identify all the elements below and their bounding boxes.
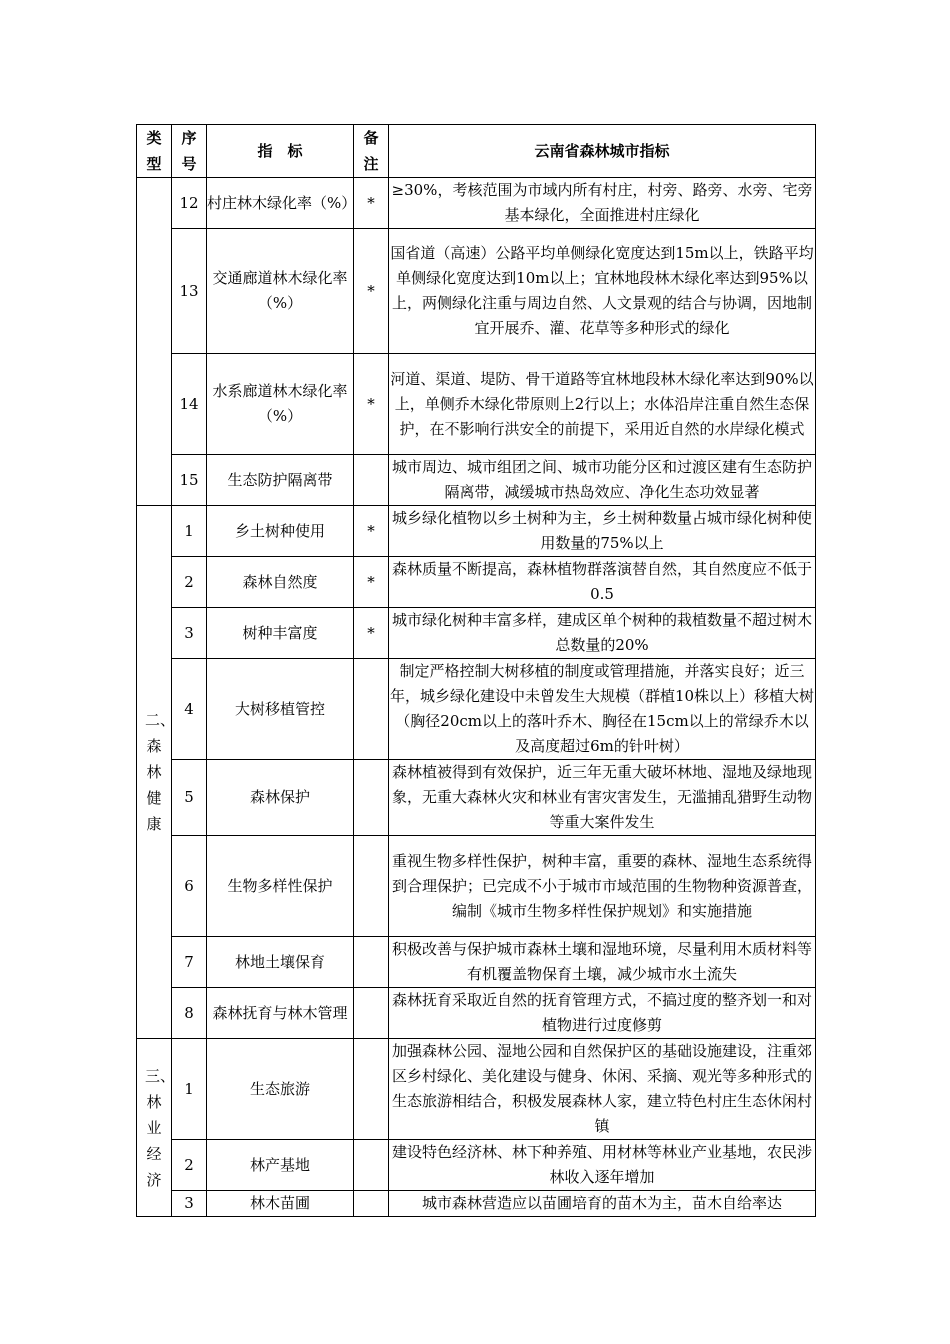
row-standard: 河道、渠道、堤防、骨干道路等宜林地段林木绿化率达到90%以上，单侧乔木绿化带原则上2行以上；水体沿岸注重自然生态保护，在不影响行洪安全的前提下，采用近自然的水岸绿化模式 [389,354,816,455]
row-num: 2 [172,557,207,608]
table-row [137,455,816,506]
header-remark: 备注 [354,125,389,178]
row-indicator: 生态旅游 [207,1039,354,1140]
table-row [137,1140,816,1191]
row-indicator: 生物多样性保护 [207,836,354,937]
row-standard: 城乡绿化植物以乡土树种为主，乡土树种数量占城市绿化树种使用数量的75%以上 [389,506,816,557]
table-row [137,937,816,988]
table-row [137,1191,816,1217]
row-standard: 城市森林营造应以苗圃培育的苗木为主，苗木自给率达 [389,1191,816,1217]
row-num: 15 [172,455,207,506]
row-standard: 森林抚育采取近自然的抚育管理方式，不搞过度的整齐划一和对植物进行过度修剪 [389,988,816,1039]
table-row [137,760,816,836]
row-standard: 重视生物多样性保护，树种丰富，重要的森林、湿地生态系统得到合理保护；已完成不小于城市市域范围的生物物种资源普查，编制《城市生物多样性保护规划》和实施措施 [389,836,816,937]
row-num: 3 [172,1191,207,1217]
row-num: 8 [172,988,207,1039]
row-indicator: 乡土树种使用 [207,506,354,557]
group-type-cell: 二、森林健康 [137,506,172,1039]
row-standard: 加强森林公园、湿地公园和自然保护区的基础设施建设，注重郊区乡村绿化、美化建设与健身、休闲、采摘、观光等多种形式的生态旅游相结合，积极发展森林人家，建立特色村庄生态休闲村镇 [389,1039,816,1140]
row-standard: 制定严格控制大树移植的制度或管理措施，并落实良好；近三年，城乡绿化建设中未曾发生大规模（群植10株以上）移植大树（胸径20cm以上的落叶乔木、胸径在15cm以上的常绿乔木以及高度超过6m的针叶树） [389,659,816,760]
row-indicator: 林木苗圃 [207,1191,354,1217]
row-mark: * [354,354,389,455]
row-indicator: 生态防护隔离带 [207,455,354,506]
row-mark: * [354,608,389,659]
row-mark [354,1191,389,1217]
row-standard: 积极改善与保护城市森林土壤和湿地环境，尽量利用木质材料等有机覆盖物保育土壤，减少城市水土流失 [389,937,816,988]
row-mark [354,760,389,836]
row-num: 4 [172,659,207,760]
row-num: 1 [172,1039,207,1140]
header-standard: 云南省森林城市指标 [389,125,816,178]
row-mark [354,1039,389,1140]
table-row [137,988,816,1039]
row-num: 12 [172,178,207,229]
row-standard: ≥30%，考核范围为市域内所有村庄，村旁、路旁、水旁、宅旁基本绿化，全面推进村庄绿化 [389,178,816,229]
row-mark [354,937,389,988]
row-indicator: 大树移植管控 [207,659,354,760]
group-type-cell [137,178,172,506]
table-row [137,229,816,354]
row-indicator: 林地土壤保育 [207,937,354,988]
row-num: 6 [172,836,207,937]
table-row [137,1039,816,1140]
row-mark [354,836,389,937]
row-mark [354,659,389,760]
header-indicator: 指 标 [207,125,354,178]
row-standard: 国省道（高速）公路平均单侧绿化宽度达到15m以上，铁路平均单侧绿化宽度达到10m以上；宜林地段林木绿化率达到95%以上，两侧绿化注重与周边自然、人文景观的结合与协调，因地制宜开展乔、灌、花草等多种形式的绿化 [389,229,816,354]
indicator-table [136,124,816,1217]
table-row [137,608,816,659]
table-row [137,557,816,608]
table-row [137,506,816,557]
row-standard: 森林质量不断提高，森林植物群落演替自然，其自然度应不低于0.5 [389,557,816,608]
table-row [137,178,816,229]
row-mark [354,988,389,1039]
row-indicator: 水系廊道林木绿化率（%） [207,354,354,455]
row-standard: 城市周边、城市组团之间、城市功能分区和过渡区建有生态防护隔离带，减缓城市热岛效应、净化生态功效显著 [389,455,816,506]
table-row [137,354,816,455]
header-row [137,125,816,178]
row-mark [354,1140,389,1191]
row-num: 2 [172,1140,207,1191]
row-num: 7 [172,937,207,988]
row-num: 3 [172,608,207,659]
row-indicator: 森林保护 [207,760,354,836]
row-standard: 森林植被得到有效保护，近三年无重大破坏林地、湿地及绿地现象，无重大森林火灾和林业有害灾害发生，无滥捕乱猎野生动物等重大案件发生 [389,760,816,836]
group-type-cell: 三、林业经济 [137,1039,172,1217]
row-indicator: 林产基地 [207,1140,354,1191]
header-type: 类型 [137,125,172,178]
table-row [137,836,816,937]
row-indicator: 树种丰富度 [207,608,354,659]
row-num: 14 [172,354,207,455]
row-standard: 建设特色经济林、林下种养殖、用材林等林业产业基地，农民涉林收入逐年增加 [389,1140,816,1191]
row-mark [354,455,389,506]
row-mark: * [354,506,389,557]
row-indicator: 交通廊道林木绿化率（%） [207,229,354,354]
row-num: 1 [172,506,207,557]
row-mark: * [354,178,389,229]
row-num: 5 [172,760,207,836]
header-num: 序号 [172,125,207,178]
row-indicator: 森林自然度 [207,557,354,608]
row-num: 13 [172,229,207,354]
table-row [137,659,816,760]
row-mark: * [354,229,389,354]
row-indicator: 森林抚育与林木管理 [207,988,354,1039]
row-mark: * [354,557,389,608]
row-indicator: 村庄林木绿化率（%） [207,178,354,229]
row-standard: 城市绿化树种丰富多样，建成区单个树种的栽植数量不超过树木总数量的20% [389,608,816,659]
